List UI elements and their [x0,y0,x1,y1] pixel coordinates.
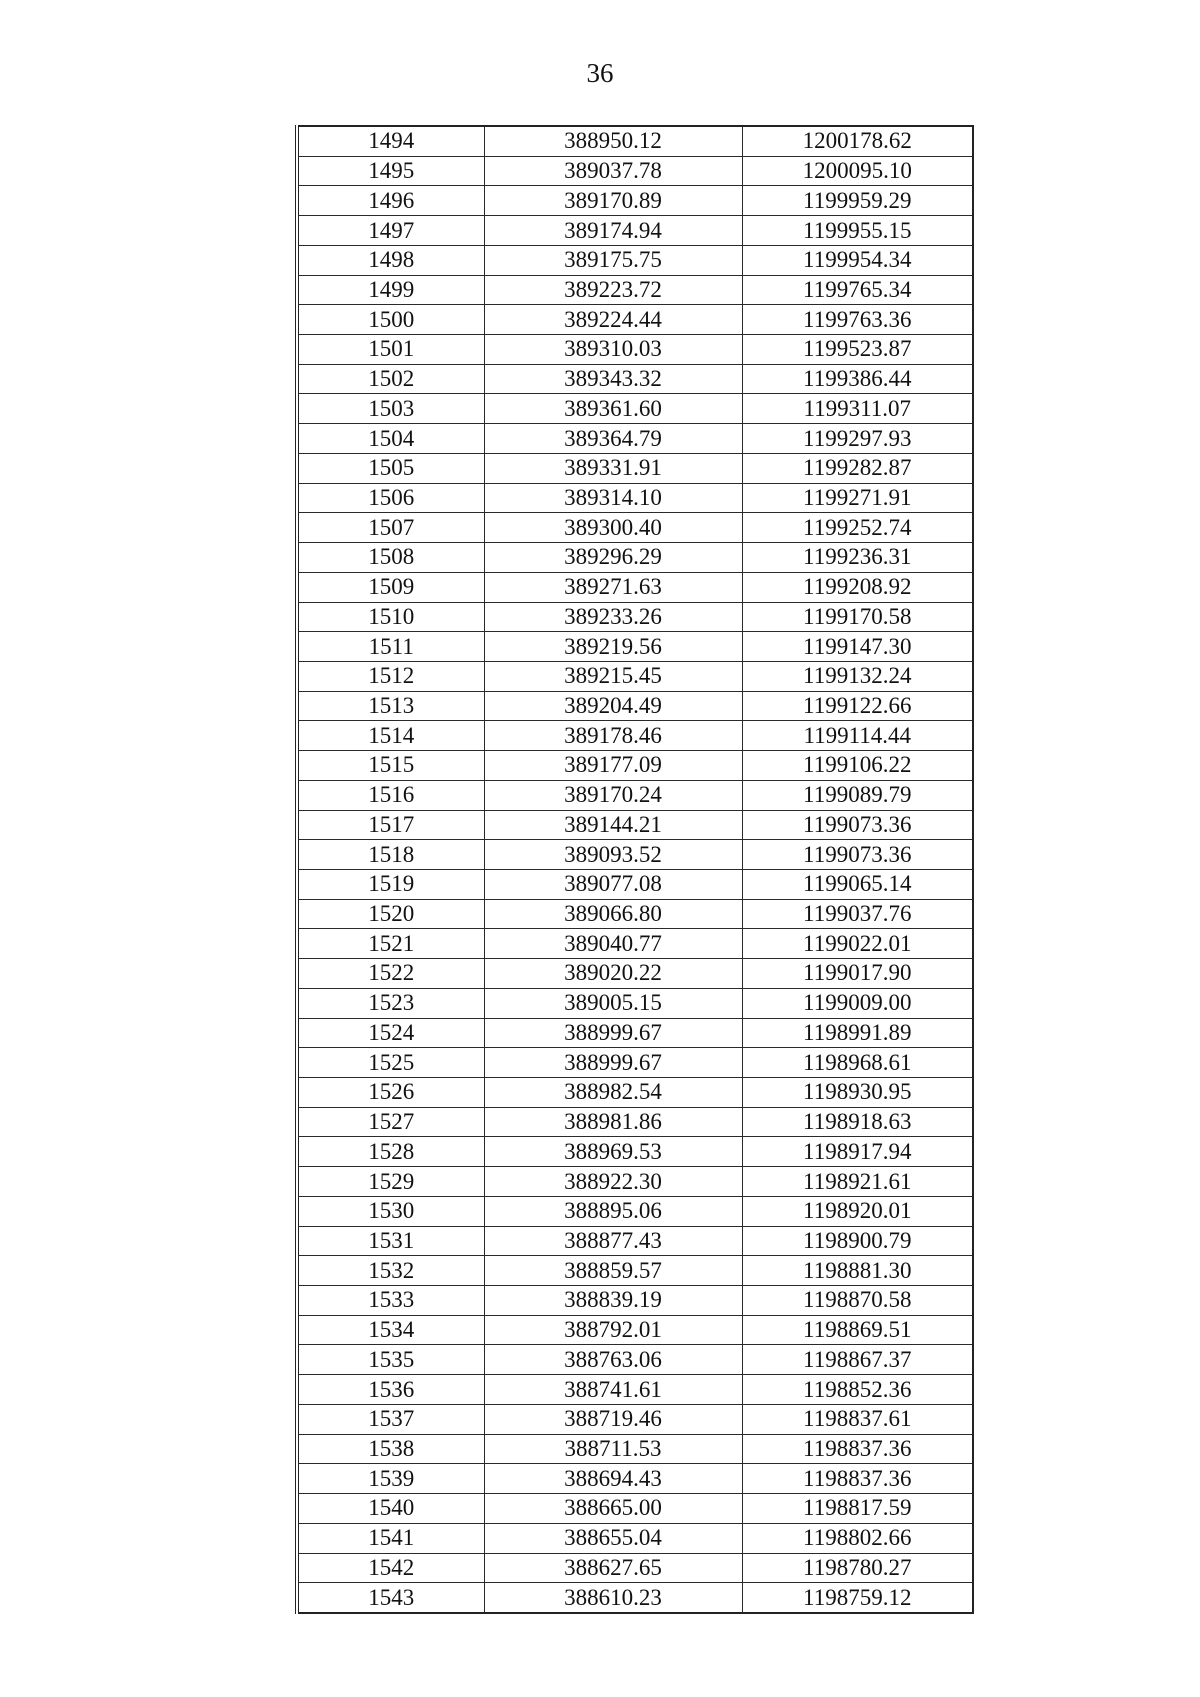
x-coordinate-cell: 389037.78 [484,156,742,186]
x-coordinate-cell: 389040.77 [484,929,742,959]
table-row [297,1078,973,1108]
y-coordinate-cell: 1198837.36 [742,1464,973,1494]
coordinates-table [295,125,974,1614]
point-number-cell: 1520 [297,899,484,929]
y-coordinate-cell: 1198852.36 [742,1375,973,1405]
x-coordinate-cell: 388627.65 [484,1553,742,1583]
point-number-cell: 1506 [297,483,484,513]
point-number-cell: 1530 [297,1196,484,1226]
x-coordinate-cell: 388999.67 [484,1048,742,1078]
y-coordinate-cell: 1200095.10 [742,156,973,186]
x-coordinate-cell: 388741.61 [484,1375,742,1405]
point-number-cell: 1514 [297,721,484,751]
table-row [297,1048,973,1078]
x-coordinate-cell: 388877.43 [484,1226,742,1256]
point-number-cell: 1525 [297,1048,484,1078]
table-row [297,126,973,156]
point-number-cell: 1542 [297,1553,484,1583]
y-coordinate-cell: 1198869.51 [742,1315,973,1345]
point-number-cell: 1537 [297,1404,484,1434]
table-row [297,543,973,573]
x-coordinate-cell: 388655.04 [484,1523,742,1553]
y-coordinate-cell: 1199065.14 [742,869,973,899]
y-coordinate-cell: 1199009.00 [742,988,973,1018]
y-coordinate-cell: 1199147.30 [742,632,973,662]
point-number-cell: 1517 [297,810,484,840]
y-coordinate-cell: 1198881.30 [742,1256,973,1286]
x-coordinate-cell: 388665.00 [484,1494,742,1524]
table-row [297,929,973,959]
point-number-cell: 1541 [297,1523,484,1553]
table-row [297,364,973,394]
y-coordinate-cell: 1198802.66 [742,1523,973,1553]
table-row [297,1107,973,1137]
point-number-cell: 1529 [297,1167,484,1197]
y-coordinate-cell: 1199073.36 [742,810,973,840]
x-coordinate-cell: 388839.19 [484,1286,742,1316]
table-row [297,186,973,216]
x-coordinate-cell: 389175.75 [484,245,742,275]
page-number: 36 [586,58,614,88]
x-coordinate-cell: 388950.12 [484,126,742,156]
point-number-cell: 1534 [297,1315,484,1345]
x-coordinate-cell: 388719.46 [484,1404,742,1434]
table-row [297,1286,973,1316]
y-coordinate-cell: 1198900.79 [742,1226,973,1256]
point-number-cell: 1500 [297,305,484,335]
y-coordinate-cell: 1199017.90 [742,959,973,989]
x-coordinate-cell: 389066.80 [484,899,742,929]
point-number-cell: 1515 [297,751,484,781]
table-row [297,1226,973,1256]
point-number-cell: 1502 [297,364,484,394]
y-coordinate-cell: 1198870.58 [742,1286,973,1316]
point-number-cell: 1516 [297,780,484,810]
table-row [297,1583,973,1613]
x-coordinate-cell: 389233.26 [484,602,742,632]
y-coordinate-cell: 1198837.61 [742,1404,973,1434]
x-coordinate-cell: 388982.54 [484,1078,742,1108]
table-row [297,632,973,662]
y-coordinate-cell: 1199959.29 [742,186,973,216]
point-number-cell: 1540 [297,1494,484,1524]
x-coordinate-cell: 389174.94 [484,216,742,246]
point-number-cell: 1504 [297,424,484,454]
y-coordinate-cell: 1198918.63 [742,1107,973,1137]
x-coordinate-cell: 389144.21 [484,810,742,840]
point-number-cell: 1539 [297,1464,484,1494]
table-row [297,216,973,246]
x-coordinate-cell: 388981.86 [484,1107,742,1137]
x-coordinate-cell: 388859.57 [484,1256,742,1286]
y-coordinate-cell: 1199282.87 [742,453,973,483]
table-row [297,810,973,840]
point-number-cell: 1508 [297,543,484,573]
y-coordinate-cell: 1198921.61 [742,1167,973,1197]
y-coordinate-cell: 1198867.37 [742,1345,973,1375]
x-coordinate-cell: 389093.52 [484,840,742,870]
table-row [297,1018,973,1048]
point-number-cell: 1518 [297,840,484,870]
x-coordinate-cell: 389077.08 [484,869,742,899]
x-coordinate-cell: 389271.63 [484,572,742,602]
x-coordinate-cell: 388610.23 [484,1583,742,1613]
table-row [297,751,973,781]
table-row [297,1434,973,1464]
point-number-cell: 1533 [297,1286,484,1316]
x-coordinate-cell: 389178.46 [484,721,742,751]
point-number-cell: 1527 [297,1107,484,1137]
point-number-cell: 1543 [297,1583,484,1613]
y-coordinate-cell: 1198817.59 [742,1494,973,1524]
table-row [297,1553,973,1583]
y-coordinate-cell: 1199765.34 [742,275,973,305]
y-coordinate-cell: 1199208.92 [742,572,973,602]
table-row [297,988,973,1018]
x-coordinate-cell: 389361.60 [484,394,742,424]
point-number-cell: 1536 [297,1375,484,1405]
table-row [297,959,973,989]
y-coordinate-cell: 1199955.15 [742,216,973,246]
point-number-cell: 1495 [297,156,484,186]
table-row [297,335,973,365]
table-row [297,1315,973,1345]
table-row [297,572,973,602]
point-number-cell: 1501 [297,335,484,365]
table-row [297,394,973,424]
x-coordinate-cell: 389170.89 [484,186,742,216]
y-coordinate-cell: 1199386.44 [742,364,973,394]
x-coordinate-cell: 389020.22 [484,959,742,989]
point-number-cell: 1523 [297,988,484,1018]
y-coordinate-cell: 1199954.34 [742,245,973,275]
table-row [297,1375,973,1405]
point-number-cell: 1519 [297,869,484,899]
table-row [297,453,973,483]
x-coordinate-cell: 389343.32 [484,364,742,394]
point-number-cell: 1535 [297,1345,484,1375]
table-row [297,1167,973,1197]
x-coordinate-cell: 389224.44 [484,305,742,335]
x-coordinate-cell: 389364.79 [484,424,742,454]
y-coordinate-cell: 1198968.61 [742,1048,973,1078]
y-coordinate-cell: 1200178.62 [742,126,973,156]
point-number-cell: 1496 [297,186,484,216]
point-number-cell: 1509 [297,572,484,602]
x-coordinate-cell: 389219.56 [484,632,742,662]
point-number-cell: 1528 [297,1137,484,1167]
y-coordinate-cell: 1199022.01 [742,929,973,959]
point-number-cell: 1507 [297,513,484,543]
x-coordinate-cell: 389177.09 [484,751,742,781]
table-row [297,275,973,305]
y-coordinate-cell: 1199271.91 [742,483,973,513]
x-coordinate-cell: 388999.67 [484,1018,742,1048]
point-number-cell: 1531 [297,1226,484,1256]
x-coordinate-cell: 389300.40 [484,513,742,543]
x-coordinate-cell: 389005.15 [484,988,742,1018]
table-row [297,661,973,691]
table-row [297,1404,973,1434]
y-coordinate-cell: 1198930.95 [742,1078,973,1108]
x-coordinate-cell: 388895.06 [484,1196,742,1226]
point-number-cell: 1521 [297,929,484,959]
x-coordinate-cell: 389215.45 [484,661,742,691]
y-coordinate-cell: 1199297.93 [742,424,973,454]
x-coordinate-cell: 389170.24 [484,780,742,810]
x-coordinate-cell: 388922.30 [484,1167,742,1197]
point-number-cell: 1494 [297,126,484,156]
y-coordinate-cell: 1199763.36 [742,305,973,335]
y-coordinate-cell: 1199114.44 [742,721,973,751]
table-row [297,156,973,186]
y-coordinate-cell: 1199252.74 [742,513,973,543]
table-row [297,1523,973,1553]
point-number-cell: 1532 [297,1256,484,1286]
y-coordinate-cell: 1199122.66 [742,691,973,721]
table-row [297,1256,973,1286]
x-coordinate-cell: 388792.01 [484,1315,742,1345]
table-row [297,483,973,513]
y-coordinate-cell: 1198917.94 [742,1137,973,1167]
coordinates-table-body [297,126,973,1613]
point-number-cell: 1505 [297,453,484,483]
point-number-cell: 1497 [297,216,484,246]
point-number-cell: 1510 [297,602,484,632]
y-coordinate-cell: 1198759.12 [742,1583,973,1613]
point-number-cell: 1511 [297,632,484,662]
y-coordinate-cell: 1199311.07 [742,394,973,424]
point-number-cell: 1503 [297,394,484,424]
y-coordinate-cell: 1199236.31 [742,543,973,573]
y-coordinate-cell: 1198780.27 [742,1553,973,1583]
x-coordinate-cell: 388763.06 [484,1345,742,1375]
y-coordinate-cell: 1199037.76 [742,899,973,929]
y-coordinate-cell: 1199089.79 [742,780,973,810]
x-coordinate-cell: 388969.53 [484,1137,742,1167]
table-row [297,513,973,543]
y-coordinate-cell: 1199106.22 [742,751,973,781]
point-number-cell: 1526 [297,1078,484,1108]
x-coordinate-cell: 389314.10 [484,483,742,513]
y-coordinate-cell: 1199132.24 [742,661,973,691]
table-row [297,840,973,870]
x-coordinate-cell: 389310.03 [484,335,742,365]
table-row [297,780,973,810]
y-coordinate-cell: 1199523.87 [742,335,973,365]
table-row [297,691,973,721]
table-row [297,245,973,275]
x-coordinate-cell: 388711.53 [484,1434,742,1464]
table-row [297,305,973,335]
table-row [297,1345,973,1375]
point-number-cell: 1538 [297,1434,484,1464]
table-row [297,602,973,632]
y-coordinate-cell: 1198837.36 [742,1434,973,1464]
y-coordinate-cell: 1199170.58 [742,602,973,632]
table-row [297,869,973,899]
table-row [297,1464,973,1494]
point-number-cell: 1513 [297,691,484,721]
table-row [297,1196,973,1226]
table-row [297,1137,973,1167]
table-row [297,721,973,751]
table-row [297,424,973,454]
y-coordinate-cell: 1198920.01 [742,1196,973,1226]
point-number-cell: 1499 [297,275,484,305]
table-row [297,899,973,929]
point-number-cell: 1522 [297,959,484,989]
x-coordinate-cell: 388694.43 [484,1464,742,1494]
y-coordinate-cell: 1198991.89 [742,1018,973,1048]
x-coordinate-cell: 389223.72 [484,275,742,305]
point-number-cell: 1512 [297,661,484,691]
point-number-cell: 1524 [297,1018,484,1048]
x-coordinate-cell: 389296.29 [484,543,742,573]
x-coordinate-cell: 389204.49 [484,691,742,721]
table-row [297,1494,973,1524]
point-number-cell: 1498 [297,245,484,275]
y-coordinate-cell: 1199073.36 [742,840,973,870]
x-coordinate-cell: 389331.91 [484,453,742,483]
